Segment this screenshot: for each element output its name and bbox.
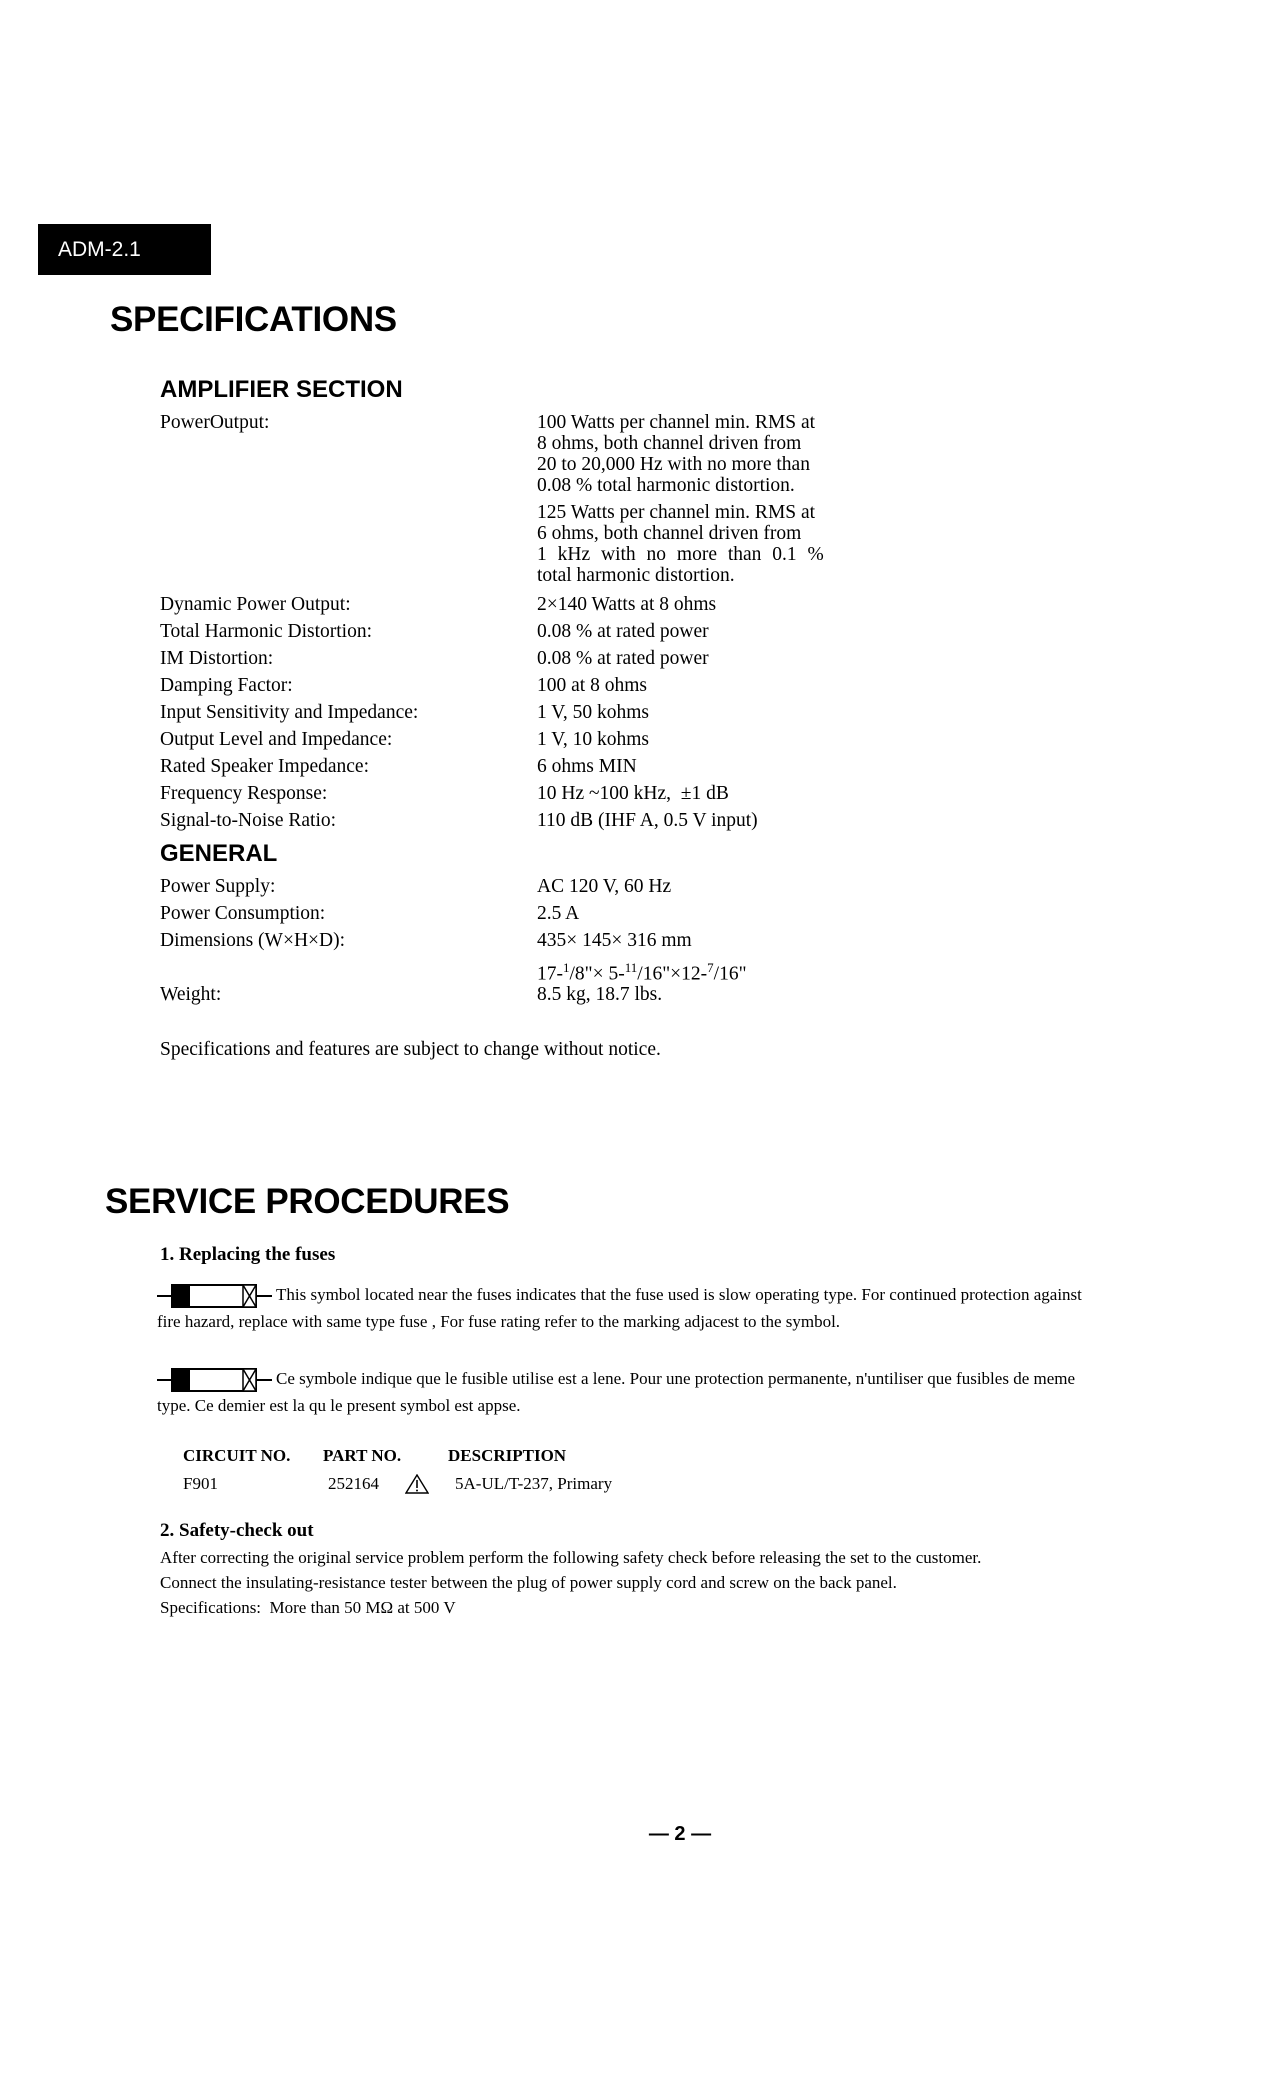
spec-value: 0.08 % at rated power bbox=[537, 648, 709, 669]
spec-label: Dynamic Power Output: bbox=[160, 594, 351, 615]
dim-part: /16"×12- bbox=[637, 963, 708, 985]
power-output-6ohm bbox=[537, 502, 857, 586]
service-procedures-title: SERVICE PROCEDURES bbox=[105, 1182, 510, 1221]
spec-label: IM Distortion: bbox=[160, 648, 274, 669]
spec-value bbox=[537, 412, 857, 586]
dimensions-mm: 435× 145× 316 mm bbox=[537, 930, 692, 951]
table-cell-circuit: F901 bbox=[183, 1474, 218, 1493]
value-line: 6 ohms, both channel driven from bbox=[537, 523, 802, 544]
spec-label: Power Supply: bbox=[160, 876, 276, 897]
spec-value bbox=[537, 930, 857, 985]
table-header-part: PART NO. bbox=[323, 1446, 402, 1465]
fuses-heading: 1. Replacing the fuses bbox=[160, 1244, 336, 1265]
spec-label: PowerOutput: bbox=[160, 412, 270, 433]
value-line: 1 kHz with no more than 0.1 % bbox=[537, 544, 824, 565]
spec-label: Signal-to-Noise Ratio: bbox=[160, 810, 337, 831]
dim-part: 17- bbox=[537, 963, 563, 985]
spec-label: Output Level and Impedance: bbox=[160, 729, 393, 750]
spec-label: Weight: bbox=[160, 984, 222, 1005]
spec-value: 2.5 A bbox=[537, 903, 580, 924]
fuse-text-line: Ce symbole indique que le fusible utilise est a lene. Pour une protection permanente, n'untiliser que fusibles de meme bbox=[276, 1369, 1076, 1388]
power-output-8ohm bbox=[537, 412, 857, 496]
dim-part: 1 bbox=[563, 960, 570, 975]
safety-check-heading: 2. Safety-check out bbox=[160, 1520, 314, 1541]
spec-label: Frequency Response: bbox=[160, 783, 328, 804]
dimensions-inch bbox=[537, 957, 857, 985]
safety-text-line: After correcting the original service problem perform the following safety check before releasing the set to the customer. bbox=[160, 1548, 982, 1567]
table-cell-part: 252164 bbox=[328, 1474, 379, 1493]
spec-row-power-output bbox=[160, 412, 860, 592]
page-number: — 2 — bbox=[648, 1823, 712, 1845]
spec-label: Power Consumption: bbox=[160, 903, 326, 924]
spec-value: 10 Hz ~100 kHz, ±1 dB bbox=[537, 783, 729, 804]
spec-row-dimensions bbox=[160, 930, 860, 985]
spec-value: AC 120 V, 60 Hz bbox=[537, 876, 672, 897]
specifications-title: SPECIFICATIONS bbox=[110, 300, 397, 339]
slow-blow-fuse-icon bbox=[157, 1367, 272, 1393]
spec-label: Dimensions (W×H×D): bbox=[160, 930, 346, 951]
spec-value: 8.5 kg, 18.7 lbs. bbox=[537, 984, 663, 1005]
value-line: total harmonic distortion. bbox=[537, 565, 735, 586]
spec-value: 110 dB (IHF A, 0.5 V input) bbox=[537, 810, 758, 831]
specifications-notice: Specifications and features are subject to change without notice. bbox=[160, 1039, 661, 1060]
spec-label: Damping Factor: bbox=[160, 675, 293, 696]
general-heading: GENERAL bbox=[160, 840, 278, 867]
spec-value: 1 V, 10 kohms bbox=[537, 729, 649, 750]
spec-value: 2×140 Watts at 8 ohms bbox=[537, 594, 717, 615]
value-line: 0.08 % total harmonic distortion. bbox=[537, 475, 795, 496]
spec-label: Input Sensitivity and Impedance: bbox=[160, 702, 419, 723]
spec-value: 0.08 % at rated power bbox=[537, 621, 709, 642]
dim-part: 7 bbox=[707, 960, 714, 975]
fuse-text-line: fire hazard, replace with same type fuse , For fuse rating refer to the marking adjacest to the symbol. bbox=[157, 1312, 841, 1332]
fuse-text-line: type. Ce demier est la qu le present symbol est appse. bbox=[157, 1396, 521, 1416]
safety-check-body bbox=[160, 1545, 1210, 1620]
value-line: 100 Watts per channel min. RMS at bbox=[537, 412, 816, 433]
fuse-text-line: This symbol located near the fuses indicates that the fuse used is slow operating type. For continued protection against bbox=[276, 1285, 1082, 1304]
spec-value: 6 ohms MIN bbox=[537, 756, 637, 777]
fuse-parts-table bbox=[183, 1446, 783, 1506]
spec-value: 100 at 8 ohms bbox=[537, 675, 647, 696]
amplifier-section-heading: AMPLIFIER SECTION bbox=[160, 376, 403, 403]
model-label: ADM-2.1 bbox=[58, 238, 141, 261]
spec-label: Total Harmonic Distortion: bbox=[160, 621, 373, 642]
table-header-circuit: CIRCUIT NO. bbox=[183, 1446, 291, 1465]
safety-text-line: Connect the insulating-resistance tester between the plug of power supply cord and screw on the back panel. bbox=[160, 1573, 897, 1592]
value-line: 20 to 20,000 Hz with no more than bbox=[537, 454, 810, 475]
fuse-notice-english bbox=[157, 1282, 1177, 1334]
dim-part: 11 bbox=[624, 960, 638, 975]
dim-part: /8"× 5- bbox=[569, 963, 625, 985]
warning-triangle-icon bbox=[405, 1474, 429, 1494]
spec-label: Rated Speaker Impedance: bbox=[160, 756, 369, 777]
safety-text-line: Specifications: More than 50 MΩ at 500 V bbox=[160, 1598, 456, 1617]
dim-part: /16" bbox=[713, 963, 747, 985]
table-cell-description: 5A-UL/T-237, Primary bbox=[455, 1474, 613, 1493]
value-line: 8 ohms, both channel driven from bbox=[537, 433, 802, 454]
fuse-notice-french bbox=[157, 1366, 1177, 1418]
slow-blow-fuse-icon bbox=[157, 1283, 272, 1309]
spec-value: 1 V, 50 kohms bbox=[537, 702, 649, 723]
value-line: 125 Watts per channel min. RMS at bbox=[537, 502, 816, 523]
model-tab bbox=[38, 224, 211, 275]
table-header-description: DESCRIPTION bbox=[448, 1446, 567, 1465]
